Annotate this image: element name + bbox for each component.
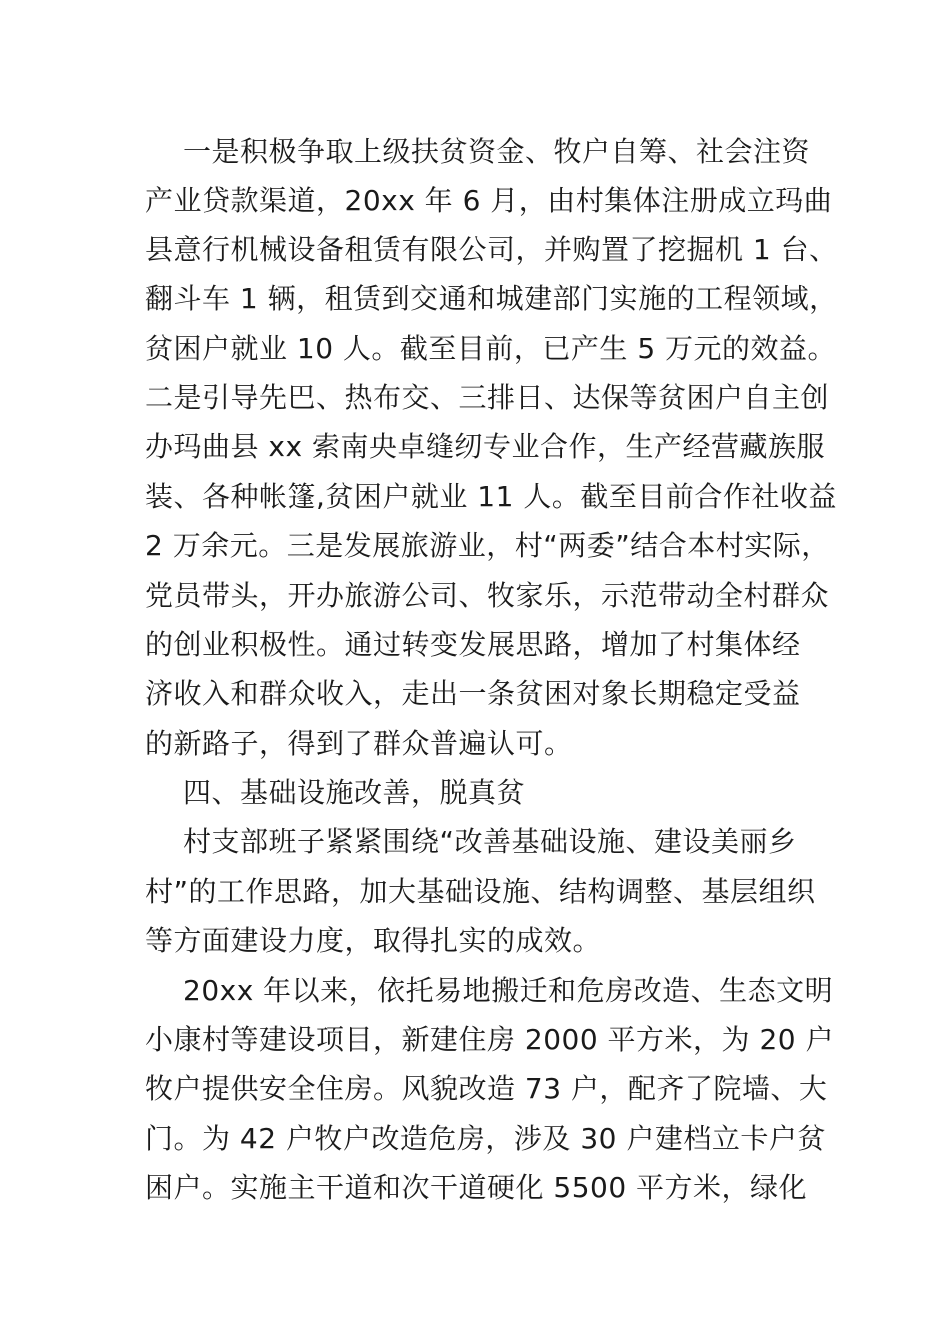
paragraph-line: 二是引导先巴、热布交、三排日、达保等贫困户自主创: [145, 381, 830, 414]
paragraph-line: 济收入和群众收入，走出一条贫困对象长期稳定受益: [145, 677, 801, 710]
paragraph-line: 县意行机械设备租赁有限公司，并购置了挖掘机 1 台、: [145, 233, 838, 266]
paragraph-line: 的新路子，得到了群众普遍认可。: [145, 727, 573, 760]
paragraph-line: 办玛曲县 xx 索南央卓缝纫专业合作，生产经营藏族服: [145, 430, 825, 463]
paragraph-line: 贫困户就业 10 人。截至目前，已产生 5 万元的效益。: [145, 332, 837, 365]
paragraph-line: 的创业积极性。通过转变发展思路，增加了村集体经: [145, 628, 801, 661]
paragraph-line: 等方面建设力度，取得扎实的成效。: [145, 924, 602, 957]
paragraph-line: 村”的工作思路，加大基础设施、结构调整、基层组织: [145, 875, 816, 908]
paragraph-line: 装、各种帐篷,贫困户就业 11 人。截至目前合作社收益: [145, 480, 837, 513]
section-heading: 四、基础设施改善，脱真贫: [183, 776, 526, 809]
paragraph-line: 小康村等建设项目，新建住房 2000 平方米，为 20 户: [145, 1023, 834, 1056]
paragraph-line: 产业贷款渠道，20xx 年 6 月，由村集体注册成立玛曲: [145, 184, 833, 217]
paragraph-line: 门。为 42 户牧户改造危房，涉及 30 户建档立卡户贫: [145, 1122, 826, 1155]
paragraph-line: 一是积极争取上级扶贫资金、牧户自筹、社会注资: [183, 135, 811, 168]
paragraph-line: 2 万余元。三是发展旅游业，村“两委”结合本村实际，: [145, 529, 830, 562]
paragraph-line: 党员带头，开办旅游公司、牧家乐，示范带动全村群众: [145, 579, 830, 612]
paragraph-line: 牧户提供安全住房。风貌改造 73 户，配齐了院墙、大: [145, 1072, 828, 1105]
paragraph-line: 20xx 年以来，依托易地搬迁和危房改造、生态文明: [183, 974, 834, 1007]
paragraph-line: 翻斗车 1 辆，租赁到交通和城建部门实施的工程领域，: [145, 282, 838, 315]
paragraph-line: 困户。实施主干道和次干道硬化 5500 平方米，绿化: [145, 1171, 808, 1204]
paragraph-line: 村支部班子紧紧围绕“改善基础设施、建设美丽乡: [183, 825, 797, 858]
